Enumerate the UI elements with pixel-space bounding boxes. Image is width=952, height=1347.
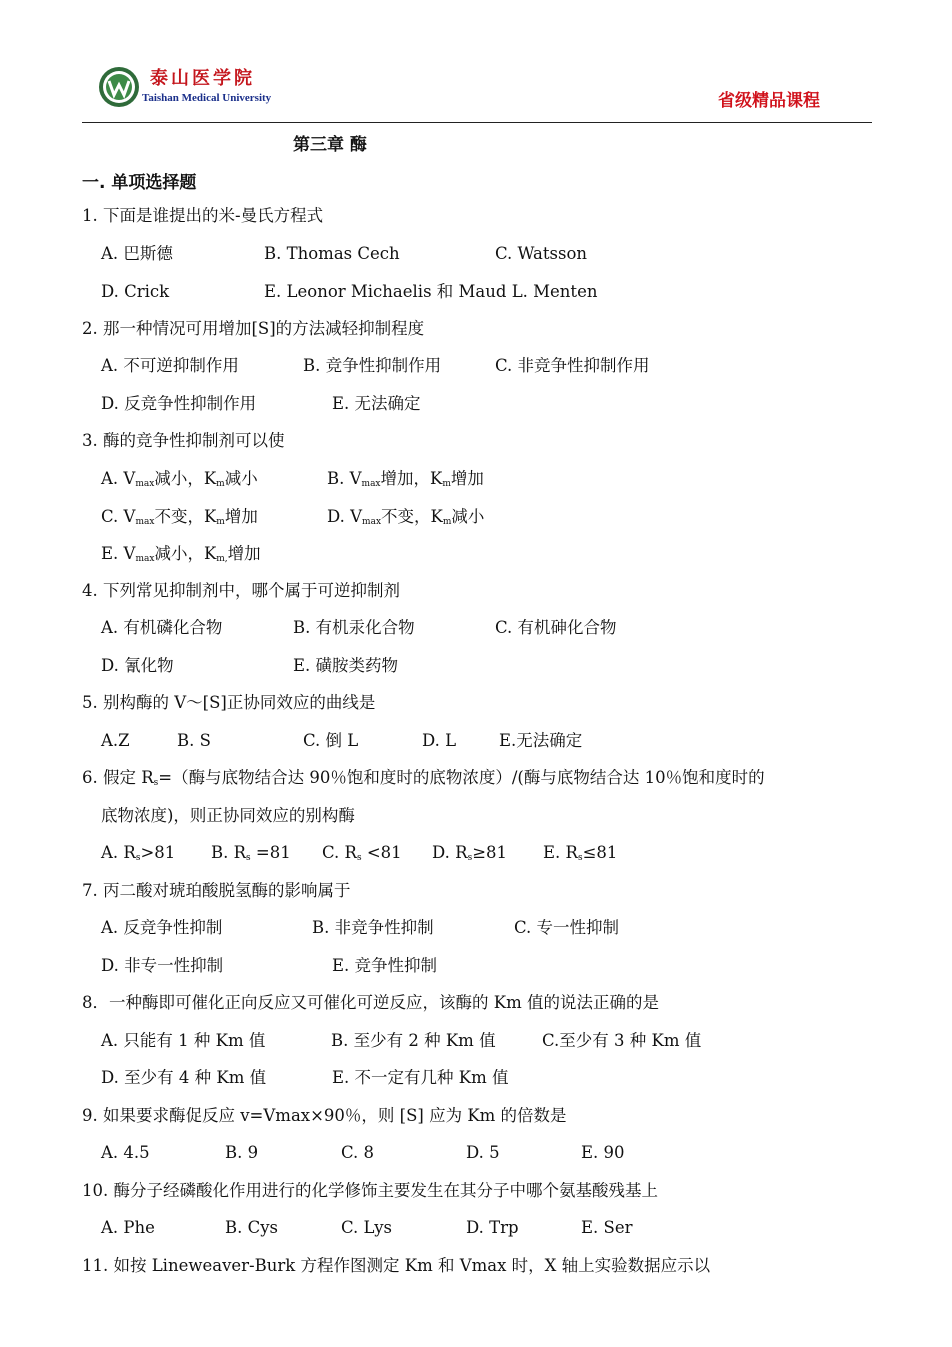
option: B. 9 xyxy=(225,1143,259,1162)
option: D. 非专一性抑制 xyxy=(101,956,224,975)
course-label: 省级精品课程 xyxy=(718,91,820,111)
option: D. $R_s\ge 81$ xyxy=(432,843,508,863)
option: E. 无法确定 xyxy=(332,394,421,413)
option: D. 反竞争性抑制作用 xyxy=(101,394,257,413)
question-text: 6. 假定 $R_s=$（酶与底物结合达 90％饱和度时的底物浓度）/(酶与底物结合达 10％饱和度时的 xyxy=(82,768,765,788)
question-text: 3. 酶的竞争性抑制剂可以使 xyxy=(82,431,285,450)
option: E. 不一定有几种 Km 值 xyxy=(332,1068,509,1087)
option: B. 非竞争性抑制 xyxy=(312,918,434,937)
option: C. Lys xyxy=(341,1218,392,1237)
option: C. 有机砷化合物 xyxy=(495,618,617,637)
option: B. $V_{max}$增加，$K_m$增加 xyxy=(327,469,484,489)
option: E. $V_{max}$减小，$K_{m,}$增加 xyxy=(101,544,261,564)
question-text: 8．一种酶即可催化正向反应又可催化可逆反应，该酶的 Km 值的说法正确的是 xyxy=(82,993,659,1012)
question-text: 9. 如果要求酶促反应 v=Vmax×90％，则 [S] 应为 Km 的倍数是 xyxy=(82,1106,567,1125)
option: A. 4.5 xyxy=(101,1143,150,1162)
option: C. $V_{max}$不变，$K_m$增加 xyxy=(101,507,258,527)
option: C. 8 xyxy=(341,1143,375,1162)
option: A. 巴斯德 xyxy=(101,244,173,263)
option: C.至少有 3 种 Km 值 xyxy=(542,1031,702,1050)
option: A. 有机磷化合物 xyxy=(101,618,223,637)
option: C. $R_s <81$ xyxy=(322,843,402,863)
option: A. $R_s>81$ xyxy=(101,843,176,863)
option: D. 5 xyxy=(466,1143,500,1162)
option: D. 至少有 4 种 Km 值 xyxy=(101,1068,267,1087)
option: C. 倒 L xyxy=(303,731,359,750)
option: E. Ser xyxy=(581,1218,633,1237)
option: E. 磺胺类药物 xyxy=(293,656,399,675)
option: B. 至少有 2 种 Km 值 xyxy=(331,1031,496,1050)
option: D. L xyxy=(422,731,457,750)
option: C. 非竞争性抑制作用 xyxy=(495,356,650,375)
option: E. $R_s\le 81$ xyxy=(543,843,618,863)
question-text: 1. 下面是谁提出的米-曼氏方程式 xyxy=(82,206,324,225)
chapter-title: 第三章 酶 xyxy=(293,135,367,155)
option: A. $V_{max}$减小，$K_m$减小 xyxy=(101,469,258,489)
question-text: 7. 丙二酸对琥珀酸脱氢酶的影响属于 xyxy=(82,881,351,900)
option: C. 专一性抑制 xyxy=(514,918,620,937)
option: A. Phe xyxy=(101,1218,155,1237)
option: B. Cys xyxy=(225,1218,279,1237)
section-title: 一. 单项选择题 xyxy=(82,173,197,193)
option: E. Leonor Michaelis 和 Maud L. Menten xyxy=(264,282,598,301)
option: D. $V_{max}$不变，$K_m$减小 xyxy=(327,507,485,527)
question-text: 5. 别构酶的 V～[S]正协同效应的曲线是 xyxy=(82,693,376,712)
option: B. S xyxy=(177,731,211,750)
option: D. Crick xyxy=(101,282,170,301)
question-text: 2. 那一种情况可用增加[S]的方法减轻抑制程度 xyxy=(82,319,425,338)
university-name-cn: 泰山医学院 xyxy=(150,68,255,89)
option: D. 氰化物 xyxy=(101,656,174,675)
option: D. Trp xyxy=(466,1218,519,1237)
option: A.Z xyxy=(101,731,130,750)
question-text: 11. 如按 Lineweaver-Burk 方程作图测定 Km 和 Vmax 时，X 轴上实验数据应示以 xyxy=(82,1256,711,1275)
option: B. $R_s =81$ xyxy=(211,843,291,863)
university-name-en: Taishan Medical University xyxy=(142,92,272,104)
option: A. 不可逆抑制作用 xyxy=(101,356,239,375)
question-text-continued: 底物浓度)，则正协同效应的别构酶 xyxy=(101,806,355,825)
option: E. 90 xyxy=(581,1143,625,1162)
option: A. 反竞争性抑制 xyxy=(101,918,223,937)
page-header xyxy=(82,60,872,123)
option: B. 有机汞化合物 xyxy=(293,618,415,637)
option: A. 只能有 1 种 Km 值 xyxy=(101,1031,266,1050)
option: B. 竞争性抑制作用 xyxy=(303,356,442,375)
option: E. 竞争性抑制 xyxy=(332,956,438,975)
option: B. Thomas Cech xyxy=(264,244,400,263)
question-text: 4. 下列常见抑制剂中，哪个属于可逆抑制剂 xyxy=(82,581,400,600)
option: E.无法确定 xyxy=(499,731,583,750)
question-text: 10. 酶分子经磷酸化作用进行的化学修饰主要发生在其分子中哪个氨基酸残基上 xyxy=(82,1181,658,1200)
university-logo-icon xyxy=(98,66,140,108)
option: C. Watsson xyxy=(495,244,588,263)
